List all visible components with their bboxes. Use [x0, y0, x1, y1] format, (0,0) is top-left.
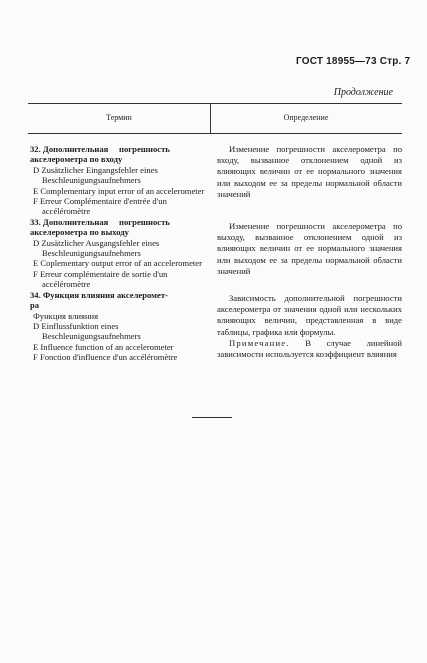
term-number: 32. [30, 144, 41, 154]
translation-en: E Coplementary output error of an accelerometer [33, 258, 202, 269]
term-32 [30, 144, 210, 217]
term-title-line1: Функция влияния акселеромет- [42, 289, 168, 300]
term-title-line1: Дополнительная погрешность [42, 216, 170, 227]
translation-fr: F Fonction d'influence d'un accéléromètre [33, 352, 178, 363]
term-number: 34. [30, 289, 41, 300]
translation-de: D Einflussfunktion eines Beschleunigungsaufnehmers [33, 320, 141, 342]
term-title-line2: акселерометра по входу [30, 154, 123, 165]
column-header-term: Термин [106, 113, 132, 122]
standard-number: ГОСТ 18955—73 [296, 56, 377, 67]
note-text: В случае линейной зависимости используется коэффициент влияния [217, 337, 402, 360]
definition-33: Изменение погрешности акселерометра по выходу, вызванное отклонением одной из влияющих величин от ее нормального значения или выходом ее за пределы нормальной области значений [217, 221, 402, 276]
term-title-line2: ра [30, 300, 40, 311]
translation-de: D Zusätzlicher Eingangsfehler eines Beschleunigungsaufnehmers [33, 164, 158, 186]
page-number: Стр. 7 [379, 56, 411, 67]
note-label: Примечание. [229, 337, 290, 348]
table-top-rule [28, 103, 402, 104]
end-rule [192, 417, 232, 418]
term-subtitle: Функция влияния [33, 310, 99, 321]
term-34 [30, 290, 210, 363]
translation-fr: F Erreur Complémentaire d'entrée d'un accéléromètre [33, 196, 167, 217]
continuation-label: Продолжение [333, 87, 393, 98]
translation-fr: F Erreur complémentaire de sortie d'un accéléromètre [33, 268, 168, 290]
translation-en: E Complementary input error of an accelerometer [33, 185, 205, 196]
table-header-rule [28, 133, 402, 134]
column-header-definition: Определение [283, 113, 329, 122]
term-number: 33. [30, 216, 41, 227]
term-title-line2: акселерометра по выходу [30, 227, 129, 238]
translation-de: D Zusätzlicher Ausgangsfehler eines Beschleunigungsaufnehmers [33, 237, 160, 259]
note [217, 338, 402, 360]
translation-en: E Influence function of an accelerometer [33, 341, 174, 352]
definition-34: Зависимость дополнительной погрешности акселерометра от значения одной или нескольких влияющих величин, представленная в виде таблицы, графика или формулы. Примечание. В случае линейной зависимости используется коэффициент влияния [217, 293, 402, 360]
term-33 [30, 217, 210, 290]
terms-column [30, 144, 210, 363]
page-header [296, 56, 411, 67]
definition-32: Изменение погрешности акселерометра по входу, вызванное отклонением одной из влияющих величин от ее нормального значения или выходом ее за пределы нормальной области значений [217, 144, 402, 199]
term-title-line1: Дополнительная погрешность [42, 144, 170, 154]
